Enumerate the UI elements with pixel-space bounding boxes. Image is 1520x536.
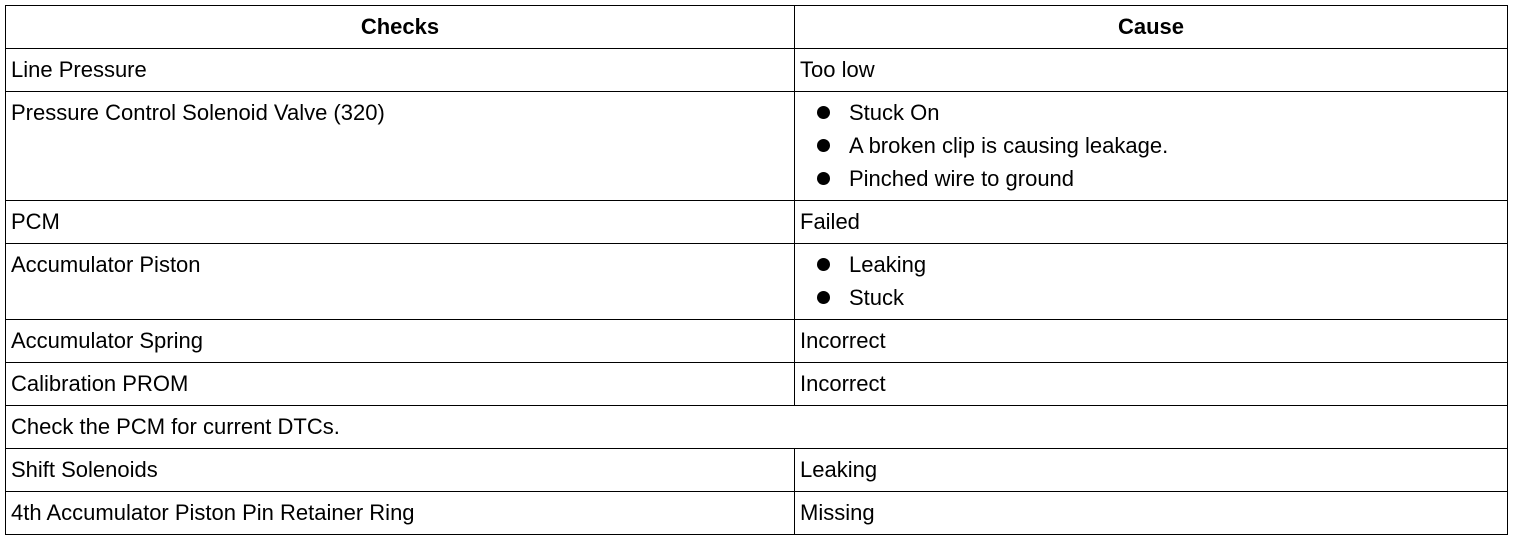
cause-cell <box>795 244 1508 320</box>
table-row <box>6 92 1508 201</box>
check-cell: Accumulator Piston <box>6 244 795 320</box>
table-row <box>6 49 1508 92</box>
bullet-icon <box>817 172 830 185</box>
check-cell: Pressure Control Solenoid Valve (320) <box>6 92 795 201</box>
list-item <box>817 285 1503 311</box>
bullet-icon <box>817 139 830 152</box>
table-row <box>6 244 1508 320</box>
cause-cell: Missing <box>795 492 1508 535</box>
cause-cell <box>795 92 1508 201</box>
table-row <box>6 320 1508 363</box>
check-cell: PCM <box>6 201 795 244</box>
table-row <box>6 492 1508 535</box>
diagnostic-table <box>5 5 1508 535</box>
table-row <box>6 363 1508 406</box>
cause-text: Stuck On <box>849 100 940 125</box>
cause-cell: Leaking <box>795 449 1508 492</box>
list-item <box>817 252 1503 285</box>
cause-cell: Incorrect <box>795 320 1508 363</box>
cause-column-header: Cause <box>795 6 1508 49</box>
list-item <box>817 133 1503 166</box>
bullet-icon <box>817 291 830 304</box>
table-row <box>6 406 1508 449</box>
diagnostic-table-container <box>5 5 1507 535</box>
cause-bullet-list <box>800 252 1503 311</box>
check-cell: Accumulator Spring <box>6 320 795 363</box>
cause-cell: Incorrect <box>795 363 1508 406</box>
list-item <box>817 100 1503 133</box>
table-row <box>6 449 1508 492</box>
check-cell: Shift Solenoids <box>6 449 795 492</box>
cause-bullet-list <box>800 100 1503 192</box>
cause-cell: Too low <box>795 49 1508 92</box>
cause-text: Pinched wire to ground <box>849 166 1075 191</box>
cause-text: A broken clip is causing leakage. <box>849 133 1169 158</box>
cause-text: Leaking <box>849 252 927 277</box>
cause-text: Stuck <box>849 285 905 310</box>
check-cell: Calibration PROM <box>6 363 795 406</box>
cause-cell: Failed <box>795 201 1508 244</box>
bullet-icon <box>817 258 830 271</box>
list-item <box>817 166 1503 192</box>
bullet-icon <box>817 106 830 119</box>
check-cell: Line Pressure <box>6 49 795 92</box>
checks-column-header: Checks <box>6 6 795 49</box>
header-row <box>6 6 1508 49</box>
note-cell: Check the PCM for current DTCs. <box>6 406 1508 449</box>
check-cell: 4th Accumulator Piston Pin Retainer Ring <box>6 492 795 535</box>
table-row <box>6 201 1508 244</box>
